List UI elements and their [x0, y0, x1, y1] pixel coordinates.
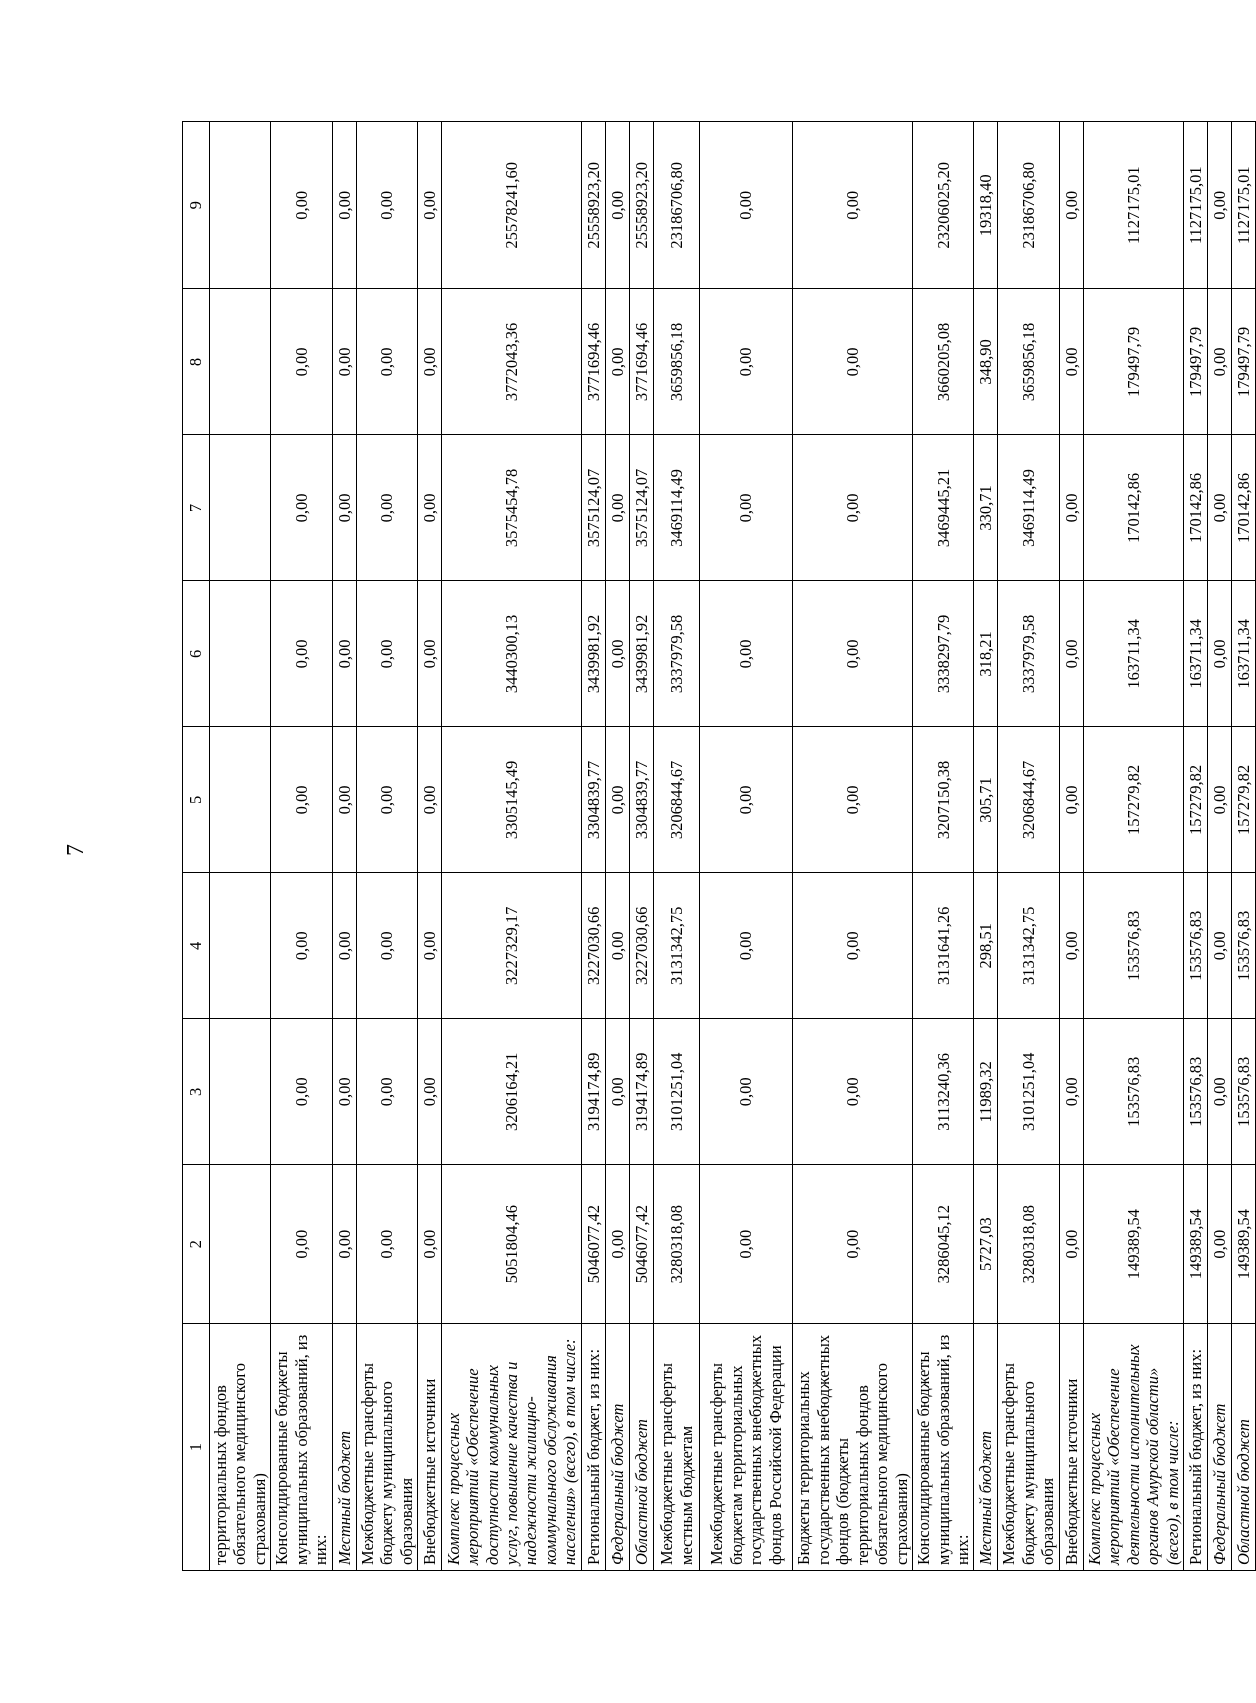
value-cell: 3304839,77	[630, 727, 654, 873]
value-cell: 0,00	[332, 289, 356, 435]
value-cell: 0,00	[356, 727, 417, 873]
header-cell: 3	[183, 1019, 210, 1165]
value-cell: 0,00	[332, 435, 356, 581]
row-label: Региональный бюджет, из них:	[1184, 1324, 1208, 1571]
value-cell: 3206844,67	[998, 727, 1059, 873]
value-cell: 179497,79	[1083, 289, 1183, 435]
value-cell: 0,00	[793, 1019, 913, 1165]
value-cell: 0,00	[606, 873, 630, 1019]
value-cell: 0,00	[418, 122, 442, 289]
header-cell: 1	[183, 1324, 210, 1571]
value-cell: 0,00	[332, 727, 356, 873]
value-cell: 3304839,77	[582, 727, 606, 873]
value-cell: 0,00	[700, 1165, 793, 1324]
header-cell: 4	[183, 873, 210, 1019]
value-cell: 3227030,66	[630, 873, 654, 1019]
row-label: Межбюджетные трансферты местным бюджетам	[654, 1324, 700, 1571]
value-cell: 0,00	[793, 727, 913, 873]
row-label: Внебюджетные источники	[418, 1324, 442, 1571]
header-cell: 7	[183, 435, 210, 581]
table-row	[1208, 122, 1232, 1571]
value-cell: 5046077,42	[630, 1165, 654, 1324]
value-cell: 0,00	[332, 1165, 356, 1324]
value-cell: 23206025,20	[913, 122, 974, 289]
value-cell: 3206164,21	[442, 1019, 582, 1165]
value-cell: 0,00	[332, 1019, 356, 1165]
value-cell: 0,00	[1208, 435, 1232, 581]
table-row	[1059, 122, 1083, 1571]
value-cell: 3575124,07	[582, 435, 606, 581]
value-cell: 0,00	[1059, 1019, 1083, 1165]
row-label: Областной бюджет	[1232, 1324, 1256, 1571]
value-cell: 0,00	[271, 581, 332, 727]
value-cell: 23186706,80	[998, 122, 1059, 289]
value-cell: 1127175,01	[1184, 122, 1208, 289]
value-cell: 0,00	[1059, 1165, 1083, 1324]
value-cell: 0,00	[606, 581, 630, 727]
value-cell: 0,00	[1208, 581, 1232, 727]
table-row	[1184, 122, 1208, 1571]
value-cell: 0,00	[1208, 289, 1232, 435]
value-cell: 153576,83	[1083, 1019, 1183, 1165]
value-cell: 3338297,79	[913, 581, 974, 727]
table-row	[630, 122, 654, 1571]
value-cell: 3659856,18	[654, 289, 700, 435]
value-cell: 0,00	[356, 435, 417, 581]
value-cell: 170142,86	[1083, 435, 1183, 581]
value-cell: 179497,79	[1184, 289, 1208, 435]
value-cell: 0,00	[1208, 727, 1232, 873]
value-cell: 0,00	[418, 435, 442, 581]
table-row	[1232, 122, 1256, 1571]
value-cell: 0,00	[418, 873, 442, 1019]
table-row	[271, 122, 332, 1571]
value-cell: 0,00	[418, 581, 442, 727]
table-row	[913, 122, 974, 1571]
value-cell: 3280318,08	[654, 1165, 700, 1324]
value-cell: 3469114,49	[654, 435, 700, 581]
table-row	[442, 122, 582, 1571]
value-cell: 3469445,21	[913, 435, 974, 581]
row-label: Бюджеты территориальных государственных внебюджетных фондов (бюджеты территориальных фондов обязательного медицинского страхования)	[793, 1324, 913, 1571]
header-cell: 6	[183, 581, 210, 727]
value-cell: 0,00	[271, 289, 332, 435]
value-cell: 3337979,58	[998, 581, 1059, 727]
table-row	[582, 122, 606, 1571]
value-cell: 0,00	[700, 581, 793, 727]
value-cell: 348,90	[974, 289, 998, 435]
value-cell: 153576,83	[1184, 1019, 1208, 1165]
value-cell: 3659856,18	[998, 289, 1059, 435]
row-label: Местный бюджет	[332, 1324, 356, 1571]
table-row	[793, 122, 913, 1571]
row-label: Местный бюджет	[974, 1324, 998, 1571]
value-cell: 25578241,60	[442, 122, 582, 289]
value-cell: 149389,54	[1083, 1165, 1183, 1324]
value-cell: 5727,03	[974, 1165, 998, 1324]
value-cell: 298,51	[974, 873, 998, 1019]
value-cell: 3131342,75	[654, 873, 700, 1019]
value-cell: 0,00	[1059, 435, 1083, 581]
value-cell: 19318,40	[974, 122, 998, 289]
value-cell: 0,00	[1059, 727, 1083, 873]
value-cell	[210, 435, 271, 581]
value-cell: 170142,86	[1232, 435, 1256, 581]
page-number: 7	[63, 844, 89, 856]
value-cell: 3194174,89	[630, 1019, 654, 1165]
value-cell: 0,00	[793, 1165, 913, 1324]
value-cell: 0,00	[271, 727, 332, 873]
value-cell: 3286045,12	[913, 1165, 974, 1324]
value-cell: 153576,83	[1083, 873, 1183, 1019]
value-cell: 0,00	[606, 727, 630, 873]
value-cell: 149389,54	[1184, 1165, 1208, 1324]
value-cell: 0,00	[700, 289, 793, 435]
value-cell: 25558923,20	[630, 122, 654, 289]
header-row	[183, 122, 210, 1571]
value-cell: 0,00	[700, 873, 793, 1019]
table-row	[974, 122, 998, 1571]
table-row	[654, 122, 700, 1571]
value-cell: 3113240,36	[913, 1019, 974, 1165]
value-cell: 0,00	[356, 581, 417, 727]
table-row	[700, 122, 793, 1571]
value-cell	[210, 1165, 271, 1324]
value-cell: 170142,86	[1184, 435, 1208, 581]
value-cell: 0,00	[793, 435, 913, 581]
table-row	[210, 122, 271, 1571]
budget-table	[182, 121, 1256, 1571]
value-cell: 0,00	[418, 1019, 442, 1165]
header-cell: 9	[183, 122, 210, 289]
row-label: Областной бюджет	[630, 1324, 654, 1571]
value-cell: 0,00	[271, 1165, 332, 1324]
value-cell: 0,00	[356, 1165, 417, 1324]
value-cell: 0,00	[356, 1019, 417, 1165]
value-cell: 157279,82	[1184, 727, 1208, 873]
value-cell: 0,00	[1059, 581, 1083, 727]
row-label: Межбюджетные трансферты бюджету муниципального образования	[998, 1324, 1059, 1571]
value-cell: 3575454,78	[442, 435, 582, 581]
value-cell: 5051804,46	[442, 1165, 582, 1324]
value-cell: 163711,34	[1083, 581, 1183, 727]
value-cell: 3131641,26	[913, 873, 974, 1019]
value-cell: 0,00	[606, 289, 630, 435]
table-row	[332, 122, 356, 1571]
value-cell: 1127175,01	[1083, 122, 1183, 289]
value-cell: 0,00	[418, 1165, 442, 1324]
value-cell: 0,00	[271, 873, 332, 1019]
value-cell: 0,00	[606, 1019, 630, 1165]
value-cell: 3439981,92	[630, 581, 654, 727]
header-cell: 8	[183, 289, 210, 435]
value-cell: 3772043,36	[442, 289, 582, 435]
value-cell: 153576,83	[1184, 873, 1208, 1019]
value-cell: 3660205,08	[913, 289, 974, 435]
value-cell: 0,00	[700, 1019, 793, 1165]
value-cell: 0,00	[271, 435, 332, 581]
value-cell	[210, 581, 271, 727]
value-cell: 0,00	[1208, 1165, 1232, 1324]
value-cell	[210, 727, 271, 873]
value-cell: 330,71	[974, 435, 998, 581]
value-cell: 157279,82	[1232, 727, 1256, 873]
table-body	[183, 122, 1256, 1571]
value-cell: 0,00	[700, 435, 793, 581]
table-row	[998, 122, 1059, 1571]
value-cell: 25558923,20	[582, 122, 606, 289]
value-cell: 3305145,49	[442, 727, 582, 873]
value-cell: 0,00	[356, 122, 417, 289]
value-cell: 179497,79	[1232, 289, 1256, 435]
value-cell: 23186706,80	[654, 122, 700, 289]
value-cell: 0,00	[1059, 289, 1083, 435]
value-cell: 0,00	[793, 289, 913, 435]
value-cell: 3440300,13	[442, 581, 582, 727]
value-cell: 0,00	[1208, 122, 1232, 289]
table-row	[418, 122, 442, 1571]
value-cell: 3101251,04	[654, 1019, 700, 1165]
value-cell: 0,00	[418, 289, 442, 435]
value-cell: 3575124,07	[630, 435, 654, 581]
value-cell: 0,00	[271, 122, 332, 289]
row-label: Межбюджетные трансферты бюджетам территориальных государственных внебюджетных фондов Российской Федерации	[700, 1324, 793, 1571]
value-cell: 163711,34	[1184, 581, 1208, 727]
value-cell: 0,00	[793, 581, 913, 727]
row-label: Межбюджетные трансферты бюджету муниципального образования	[356, 1324, 417, 1571]
value-cell: 0,00	[606, 122, 630, 289]
row-label: Консолидированные бюджеты муниципальных образований, из них:	[913, 1324, 974, 1571]
value-cell: 0,00	[356, 289, 417, 435]
value-cell: 0,00	[793, 122, 913, 289]
value-cell: 3131342,75	[998, 873, 1059, 1019]
value-cell: 0,00	[700, 727, 793, 873]
value-cell: 153576,83	[1232, 1019, 1256, 1165]
value-cell: 3337979,58	[654, 581, 700, 727]
value-cell: 3227329,17	[442, 873, 582, 1019]
rotated-table-container	[182, 121, 1253, 1571]
value-cell	[210, 122, 271, 289]
value-cell: 0,00	[1059, 873, 1083, 1019]
value-cell: 0,00	[606, 1165, 630, 1324]
value-cell	[210, 289, 271, 435]
value-cell: 0,00	[332, 122, 356, 289]
value-cell: 3439981,92	[582, 581, 606, 727]
value-cell: 3194174,89	[582, 1019, 606, 1165]
value-cell: 0,00	[332, 873, 356, 1019]
value-cell: 318,21	[974, 581, 998, 727]
value-cell: 11989,32	[974, 1019, 998, 1165]
table-row	[1083, 122, 1183, 1571]
row-label: Региональный бюджет, из них:	[582, 1324, 606, 1571]
value-cell: 3206844,67	[654, 727, 700, 873]
row-label: Комплекс процессных мероприятий «Обеспечение деятельности исполнительных органов Амурской области» (всего), в том числе:	[1083, 1324, 1183, 1571]
value-cell: 0,00	[700, 122, 793, 289]
row-label: Внебюджетные источники	[1059, 1324, 1083, 1571]
table-row	[606, 122, 630, 1571]
value-cell: 0,00	[1059, 122, 1083, 289]
value-cell: 0,00	[418, 727, 442, 873]
value-cell: 3280318,08	[998, 1165, 1059, 1324]
value-cell: 305,71	[974, 727, 998, 873]
row-label: территориальных фондов обязательного медицинского страхования)	[210, 1324, 271, 1571]
value-cell: 3227030,66	[582, 873, 606, 1019]
value-cell: 0,00	[271, 1019, 332, 1165]
value-cell: 0,00	[793, 873, 913, 1019]
value-cell: 153576,83	[1232, 873, 1256, 1019]
value-cell	[210, 873, 271, 1019]
header-cell: 5	[183, 727, 210, 873]
table-row	[356, 122, 417, 1571]
value-cell: 149389,54	[1232, 1165, 1256, 1324]
row-label: Федеральный бюджет	[1208, 1324, 1232, 1571]
value-cell: 157279,82	[1083, 727, 1183, 873]
value-cell: 0,00	[1208, 873, 1232, 1019]
row-label: Федеральный бюджет	[606, 1324, 630, 1571]
row-label: Комплекс процессных мероприятий «Обеспечение доступности коммунальных услуг, повышение качества и надежности жилищно-коммунального обслуживания населения» (всего), в том числе:	[442, 1324, 582, 1571]
value-cell: 0,00	[1208, 1019, 1232, 1165]
value-cell: 1127175,01	[1232, 122, 1256, 289]
value-cell: 3771694,46	[630, 289, 654, 435]
value-cell: 163711,34	[1232, 581, 1256, 727]
header-cell: 2	[183, 1165, 210, 1324]
value-cell: 0,00	[332, 581, 356, 727]
value-cell: 3771694,46	[582, 289, 606, 435]
value-cell: 5046077,42	[582, 1165, 606, 1324]
value-cell: 3101251,04	[998, 1019, 1059, 1165]
row-label: Консолидированные бюджеты муниципальных образований, из них:	[271, 1324, 332, 1571]
value-cell: 0,00	[606, 435, 630, 581]
value-cell: 0,00	[356, 873, 417, 1019]
value-cell	[210, 1019, 271, 1165]
value-cell: 3207150,38	[913, 727, 974, 873]
value-cell: 3469114,49	[998, 435, 1059, 581]
